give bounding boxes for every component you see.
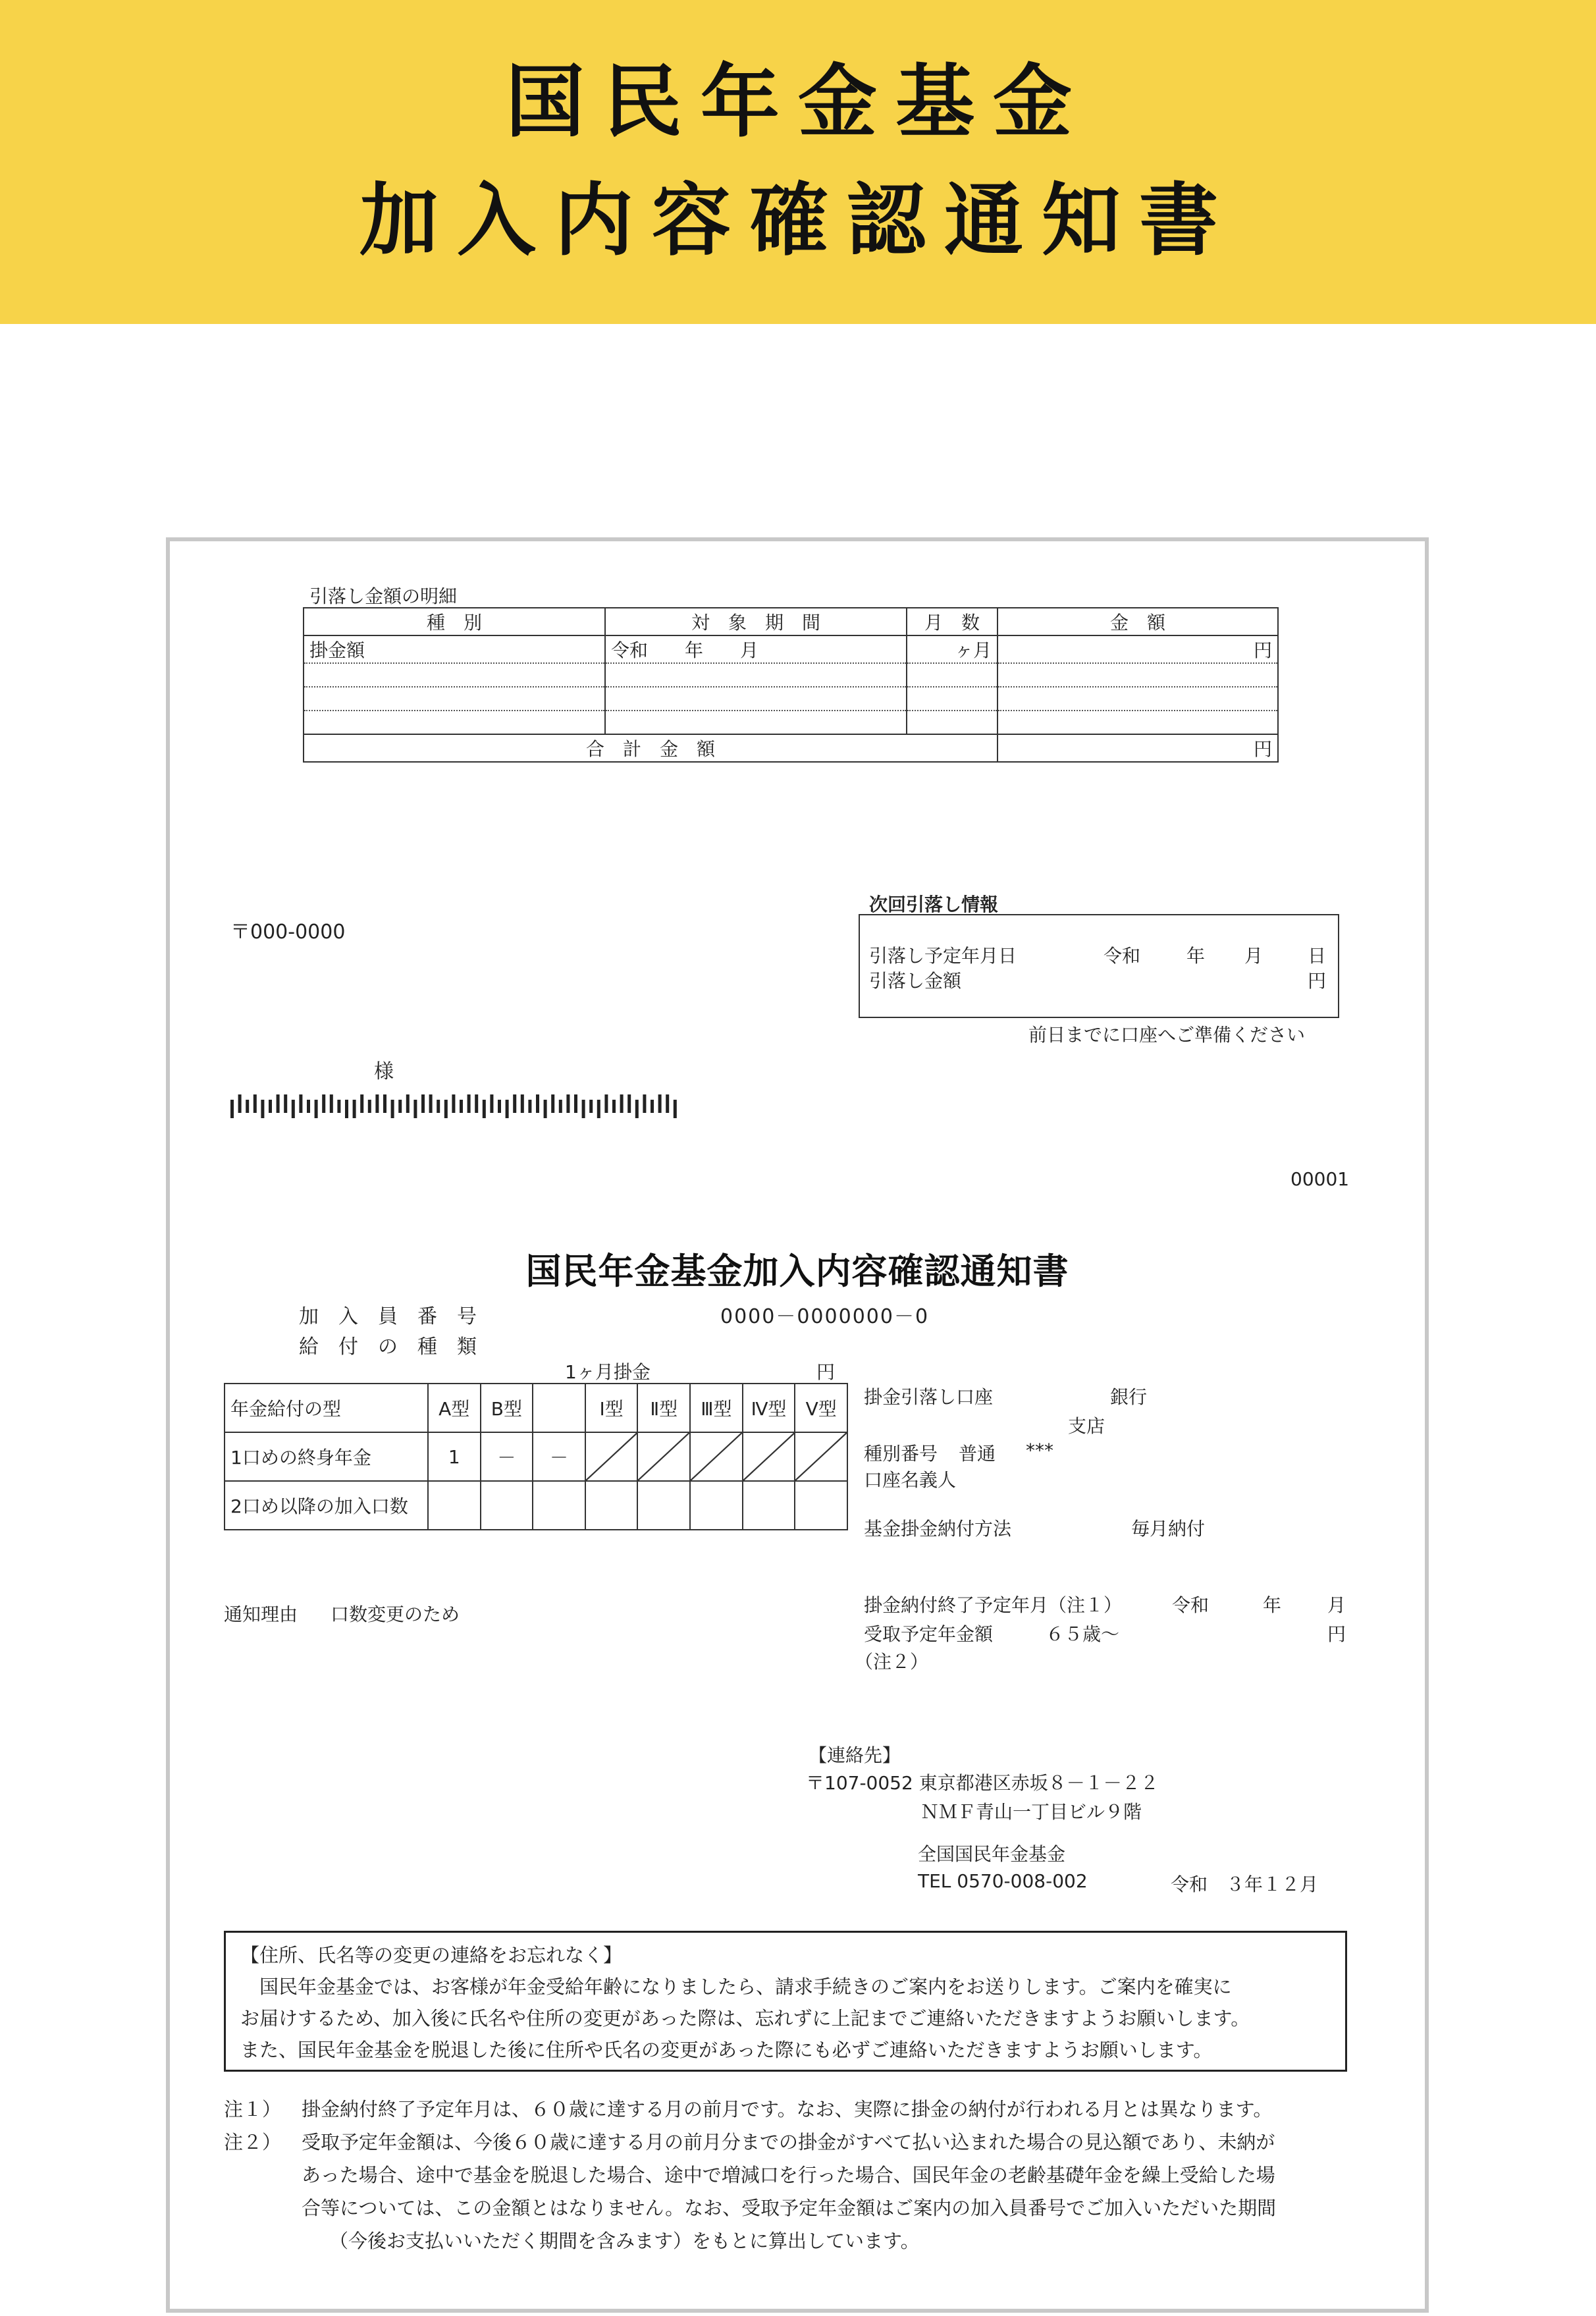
row-type: 掛金額 xyxy=(304,635,605,663)
serial-number: 00001 xyxy=(1290,1168,1350,1190)
payment-method-label: 基金掛金納付方法 xyxy=(864,1518,1012,1540)
col-amount-header: 金 額 xyxy=(998,608,1278,635)
row1-type-a: 1 xyxy=(428,1432,481,1481)
next-date-month: 月 xyxy=(1244,945,1264,967)
col-type-header: 種 別 xyxy=(304,608,605,635)
row1-type-1-slash xyxy=(585,1432,638,1481)
next-date-day: 日 xyxy=(1308,945,1327,967)
account-bank: 銀行 xyxy=(1110,1386,1148,1408)
total-label: 合 計 金 額 xyxy=(304,734,998,762)
col-period-header: 対 象 期 間 xyxy=(605,608,907,635)
note1-text: 掛金納付終了予定年月は、６０歳に達する月の前月です。なお、実際に掛金の納付が行われる月とは異なります。 xyxy=(302,2098,1273,2120)
document-scan xyxy=(166,537,1429,2313)
end-date-label: 掛金納付終了予定年月（注１） xyxy=(864,1594,1123,1616)
account-type-label: 種別番号 xyxy=(864,1443,938,1465)
banner-title-line2: 加入内容確認通知書 xyxy=(359,175,1237,267)
row1-type-3-slash xyxy=(690,1432,743,1481)
account-masked: *** xyxy=(1026,1440,1053,1461)
contact-org: 全国国民年金基金 xyxy=(918,1843,1066,1865)
note1-key: 注１） xyxy=(224,2098,282,2120)
contact-address-1: 〒107-0052 東京都港区赤坂８－１－２２ xyxy=(806,1772,1159,1794)
end-date-era: 令和 xyxy=(1172,1594,1210,1616)
next-date-label: 引落し予定年月日 xyxy=(869,945,1017,967)
header-banner xyxy=(0,0,1596,324)
contact-address-2: ＮＭＦ青山一丁目ビル９階 xyxy=(920,1801,1142,1823)
note2-text-2: あった場合、途中で基金を脱退した場合、途中で増減口を行った場合、国民年金の老齢基礎年金を繰上受給した場 xyxy=(302,2164,1275,2186)
postal-barcode xyxy=(230,1094,685,1118)
row-period: 令和 年 月 xyxy=(605,635,907,663)
row1-type-2-slash xyxy=(637,1432,690,1481)
next-date-year: 年 xyxy=(1186,945,1206,967)
reason-label: 通知理由 xyxy=(224,1603,298,1625)
contact-date: 令和 ３年１２月 xyxy=(1171,1873,1319,1895)
notice-box xyxy=(224,1931,1347,2072)
next-date-era: 令和 xyxy=(1104,945,1141,967)
notice-line-1: 国民年金基金では、お客様が年金受給年齢になりましたら、請求手続きのご案内をお送りします。ご案内を確実に xyxy=(240,1976,1232,1998)
contact-tel: TEL 0570-008-002 xyxy=(918,1870,1088,1892)
expected-pension-age: ６５歳～ xyxy=(1046,1623,1120,1645)
row1-type-5-slash xyxy=(795,1432,847,1481)
footnotes xyxy=(224,2093,1356,2257)
type-blank-header xyxy=(533,1384,585,1432)
notice-heading: 【住所、氏名等の変更の連絡をお忘れなく】 xyxy=(240,1944,623,1966)
contact-heading: 【連絡先】 xyxy=(809,1744,901,1766)
type-1-header: Ⅰ型 xyxy=(585,1384,638,1432)
note2-text-3: 合等については、この金額とはなりません。なお、受取予定年金額はご案内の加入員番号でご加入いただいた期間 xyxy=(302,2197,1277,2219)
prepare-note: 前日までに口座へご準備ください xyxy=(1028,1024,1306,1046)
honorific: 様 xyxy=(374,1060,394,1083)
account-branch: 支店 xyxy=(1068,1415,1105,1437)
account-holder-label: 口座名義人 xyxy=(864,1469,957,1491)
next-amount-label: 引落し金額 xyxy=(869,970,962,992)
member-number-value: 0000－0000000－0 xyxy=(720,1305,930,1328)
end-date-month: 月 xyxy=(1327,1594,1346,1616)
row2-label: 2口め以降の加入口数 xyxy=(225,1481,428,1530)
next-amount-unit: 円 xyxy=(1308,970,1327,992)
withdrawal-detail-table xyxy=(303,607,1279,763)
row-months: ヶ月 xyxy=(907,635,998,663)
type-a-header: A型 xyxy=(428,1384,481,1432)
row-amount: 円 xyxy=(998,635,1278,663)
monthly-premium-label: 1ヶ月掛金 xyxy=(565,1361,651,1383)
account-type-value: 普通 xyxy=(959,1443,996,1465)
type-3-header: Ⅲ型 xyxy=(690,1384,743,1432)
expected-pension-note: （注２） xyxy=(855,1651,929,1673)
next-withdrawal-box xyxy=(859,914,1339,1018)
member-number-label: 加 入 員 番 号 xyxy=(299,1305,477,1328)
type-5-header: Ⅴ型 xyxy=(795,1384,847,1432)
pension-type-table xyxy=(224,1383,848,1530)
notice-line-2: お届けするため、加入後に氏名や住所の変更があった際は、忘れずに上記までご連絡いただきますようお願いします。 xyxy=(240,2007,1250,2030)
row1-blank: － xyxy=(533,1432,585,1481)
benefit-type-label: 給 付 の 種 類 xyxy=(299,1335,477,1359)
reason-value: 口数変更のため xyxy=(331,1603,460,1625)
payment-method-value: 毎月納付 xyxy=(1131,1518,1206,1540)
monthly-premium-unit: 円 xyxy=(816,1361,836,1383)
type-2-header: Ⅱ型 xyxy=(637,1384,690,1432)
note2-text-4: （今後お支払いいただく期間を含みます）をもとに算出しています。 xyxy=(329,2230,920,2252)
notice-line-3: また、国民年金基金を脱退した後に住所や氏名の変更があった際にも必ずご連絡いただきますようお願いします。 xyxy=(240,2039,1213,2061)
row1-label: 1口めの終身年金 xyxy=(225,1432,428,1481)
note2-text-1: 受取予定年金額は、今後６０歳に達する月の前月分までの掛金がすべて払い込まれた場合の見込額であり、未納が xyxy=(302,2131,1275,2153)
detail-heading: 引落し金額の明細 xyxy=(309,585,458,607)
end-date-year: 年 xyxy=(1263,1594,1282,1616)
col-months-header: 月 数 xyxy=(907,608,998,635)
note2-key: 注２） xyxy=(224,2131,282,2153)
type-header-label: 年金給付の型 xyxy=(225,1384,428,1432)
type-4-header: Ⅳ型 xyxy=(743,1384,795,1432)
row1-type-4-slash xyxy=(743,1432,795,1481)
row1-type-b: － xyxy=(481,1432,533,1481)
banner-title-line1: 国民年金基金 xyxy=(506,57,1090,148)
next-withdrawal-heading: 次回引落し情報 xyxy=(869,894,999,915)
expected-pension-label: 受取予定年金額 xyxy=(864,1623,994,1645)
total-unit: 円 xyxy=(998,734,1278,762)
type-b-header: B型 xyxy=(481,1384,533,1432)
document-title: 国民年金基金加入内容確認通知書 xyxy=(525,1251,1069,1292)
expected-pension-unit: 円 xyxy=(1327,1623,1346,1645)
account-label: 掛金引落し口座 xyxy=(864,1386,994,1408)
postal-code: 〒000-0000 xyxy=(230,921,346,944)
